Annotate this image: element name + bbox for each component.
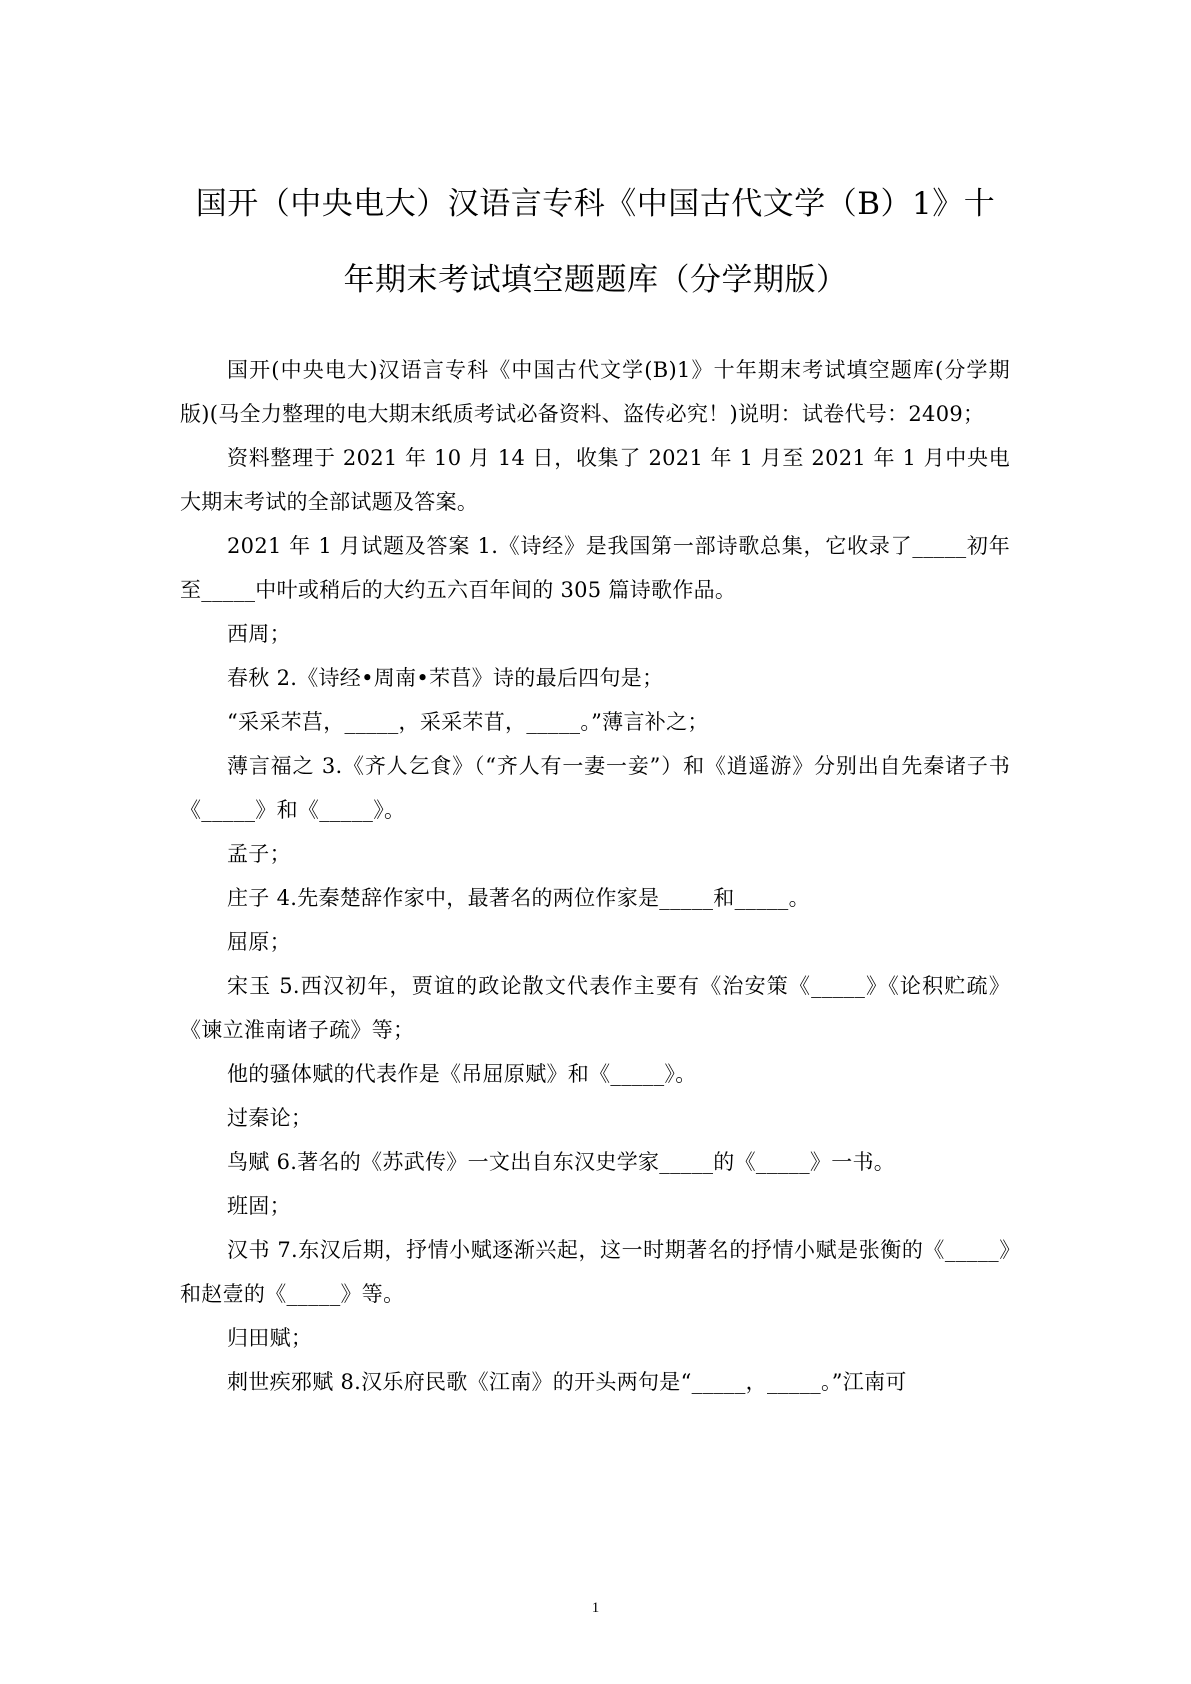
paragraph-question-5: 宋玉 5.西汉初年，贾谊的政论散文代表作主要有《治安策《_____》《论积贮疏》《谏立淮南诸子疏》等；: [180, 974, 1010, 1042]
paragraph-question-2: 春秋 2.《诗经•周南•芣苢》诗的最后四句是；: [227, 666, 664, 690]
paragraph-question-4: 庄子 4.先秦楚辞作家中，最著名的两位作家是_____和_____。: [227, 886, 810, 910]
paragraph-answer-4a: 屈原；: [227, 930, 291, 954]
paragraph-question-8: 刺世疾邪赋 8.汉乐府民歌《江南》的开头两句是“_____，_____。”江南可: [227, 1370, 907, 1394]
paragraph-quote-2: “采采芣莒，_____，采采芣苜，_____。”薄言补之；: [227, 710, 709, 734]
paragraph-question-1: 2021 年 1 月试题及答案 1.《诗经》是我国第一部诗歌总集，它收录了_____初年至_____中叶或稍后的大约五六百年间的 305 篇诗歌作品。: [180, 534, 1010, 602]
paragraph-question-6: 鸟赋 6.著名的《苏武传》一文出自东汉史学家_____的《_____》一书。: [227, 1150, 896, 1174]
paragraph-answer-1a: 西周；: [227, 622, 291, 646]
paragraph-answer-6a: 班固；: [227, 1194, 291, 1218]
paragraph-answer-3a: 孟子；: [227, 842, 291, 866]
document-title: [180, 166, 1011, 318]
title-line-1: 国开（中央电大）汉语言专科《中国古代文学（B）1》十: [195, 186, 996, 222]
paragraph-question-5b: 他的骚体赋的代表作是《吊屈原赋》和《_____》。: [227, 1062, 697, 1086]
paragraph-intro: 国开(中央电大)汉语言专科《中国古代文学(B)1》十年期末考试填空题库(分学期版)(马全力整理的电大期末纸质考试必备资料、盗传必究！)说明：试卷代号：2409；: [180, 358, 1010, 426]
page-number: 1: [591, 1600, 600, 1616]
document-body: [180, 348, 1010, 1404]
paragraph-question-3: 薄言福之 3.《齐人乞食》（“齐人有一妻一妾”）和《逍遥游》分别出自先秦诸子书《_____》和《_____》。: [180, 754, 1010, 822]
paragraph-question-7: 汉书 7.东汉后期，抒情小赋逐渐兴起，这一时期著名的抒情小赋是张衡的《_____》和赵壹的《_____》等。: [180, 1238, 1010, 1306]
paragraph-collection-note: 资料整理于 2021 年 10 月 14 日，收集了 2021 年 1 月至 2021 年 1 月中央电大期末考试的全部试题及答案。: [180, 446, 1010, 514]
paragraph-answer-5a: 过秦论；: [227, 1106, 313, 1130]
title-line-2: 年期末考试填空题题库（分学期版）: [343, 262, 848, 298]
paragraph-answer-7a: 归田赋；: [227, 1326, 313, 1350]
